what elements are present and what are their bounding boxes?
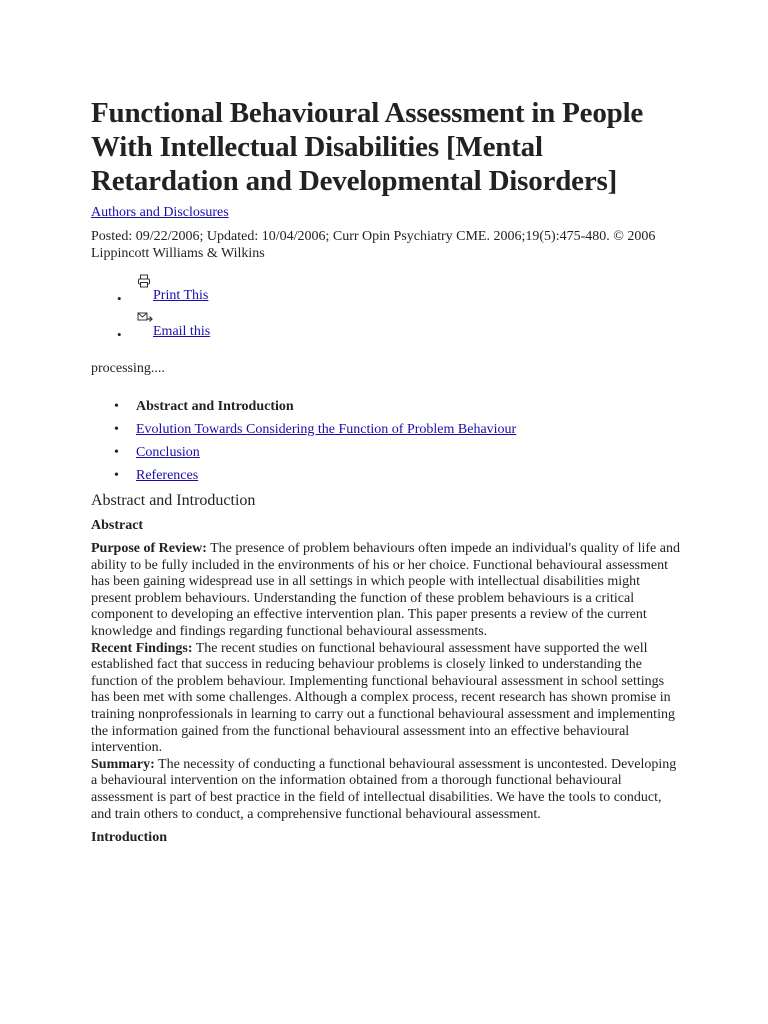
print-icon[interactable] [137, 274, 151, 288]
email-icon[interactable] [137, 310, 151, 324]
paragraph-text: The necessity of conducting a functional behavioural assessment is uncontested. Developing a behavioural intervention on the information obtained from a thorough functional behavioural assessment is part of best practice in the field of intellectual disabilities. We have the tools to conduct, and train others to conduct, a comprehensive functional behavioural assessment. [91, 756, 677, 822]
authors-and-disclosures-link[interactable]: Authors and Disclosures [91, 205, 229, 220]
email-this-link[interactable]: Email this [153, 324, 211, 339]
toc-current-label: Abstract and Introduction [136, 399, 294, 414]
paragraph-text: The presence of problem behaviours often impede an individual's quality of life and ability to be fully included in the environments of his or her choice. Functional behavioural assessment has been gaining widespread use in all settings in which people with intellectual disabilities might present problem behaviours. Understanding the function of these problem behaviours is a critical component to developing an effective intervention plan. This paper presents a review of the current knowledge and findings regarding functional behavioural assessments. [91, 541, 680, 639]
tool-item-email [91, 310, 681, 346]
abstract-paragraph-findings [91, 641, 681, 757]
toc-item-evolution [91, 421, 681, 444]
tool-item-print [91, 274, 681, 310]
toc-link-conclusion[interactable]: Conclusion [136, 445, 200, 460]
abstract-paragraph-purpose [91, 541, 681, 641]
toc-item-references [91, 467, 681, 490]
abstract-paragraph-summary [91, 757, 681, 823]
list-bullet: • [114, 399, 119, 414]
byline [91, 204, 681, 222]
toc-link-references[interactable]: References [136, 468, 199, 483]
article-tools [91, 274, 681, 346]
paragraph-text: The recent studies on functional behavioural assessment have supported the well established fact that success in reducing behaviour problems is closely linked to understanding the function of the problem behaviour. Implementing functional behavioural assessment in school settings has been met with some challenges. Although a complex process, recent research has shown promise in training nonprofessionals in learning to carry out a functional behavioural assessment and implementing the information gained from the functional behavioural assessment into an effective behavioural intervention. [91, 640, 675, 756]
processing-status: processing.... [91, 361, 165, 376]
paragraph-lead: Summary: [91, 756, 155, 772]
list-bullet: • [114, 445, 119, 460]
list-bullet: • [114, 422, 119, 437]
toc-link-evolution[interactable]: Evolution Towards Considering the Function of Problem Behaviour [136, 422, 517, 437]
introduction-heading: Introduction [91, 830, 167, 846]
section-heading: Abstract and Introduction [91, 492, 256, 509]
page-title: Functional Behavioural Assessment in People With Intellectual Disabilities [Mental Retardation and Developmental Disorders] [91, 97, 644, 197]
list-bullet: • [114, 468, 119, 483]
abstract-heading: Abstract [91, 518, 144, 533]
list-bullet: • [117, 291, 122, 306]
print-this-link[interactable]: Print This [153, 288, 209, 303]
toc-item-abstract-and-introduction [91, 398, 681, 421]
posted-info: Posted: 09/22/2006; Updated: 10/04/2006; Curr Opin Psychiatry CME. 2006;19(5):475-480. © 2006 Lippincott Williams & Wilkins [91, 229, 656, 261]
paragraph-lead: Recent Findings: [91, 640, 193, 656]
article [91, 96, 681, 847]
paragraph-lead: Purpose of Review: [91, 541, 207, 556]
table-of-contents [91, 398, 681, 490]
list-bullet: • [117, 327, 122, 342]
toc-item-conclusion [91, 444, 681, 467]
